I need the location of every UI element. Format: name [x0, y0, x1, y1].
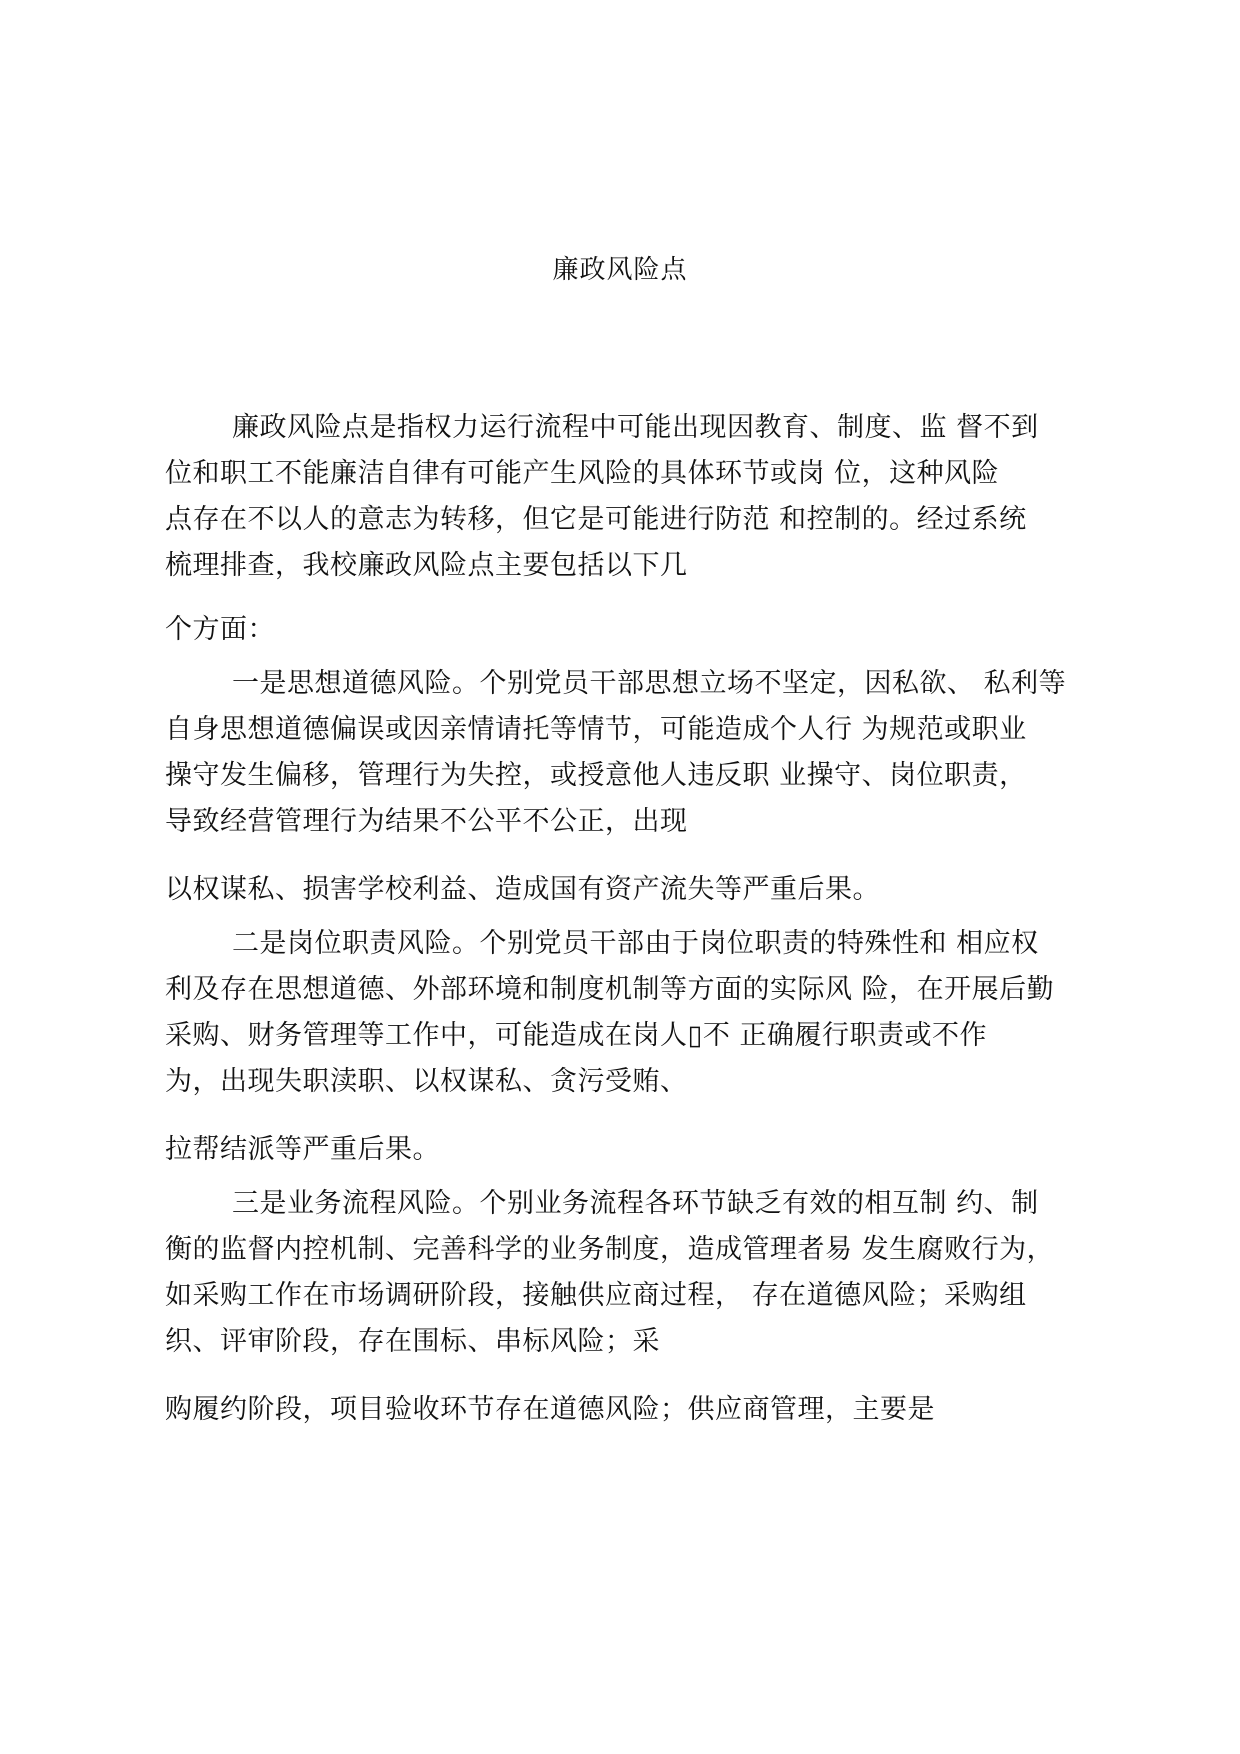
paragraph-8-line-1: 购履约阶段，项目验收环节存在道德风险；供应商管理，主要是	[165, 1394, 935, 1425]
paragraph-3-line-3: 操守发生偏移，管理行为失控，或授意他人违反职 业操守、岗位职责，	[165, 760, 1027, 791]
paragraph-5-line-1: 二是岗位职责风险。个别党员干部由于岗位职责的特殊性和 相应权	[232, 928, 1039, 959]
paragraph-1-line-1: 廉政风险点是指权力运行流程中可能出现因教育、制度、监 督不到	[232, 412, 1039, 443]
paragraph-1-line-4: 梳理排查，我校廉政风险点主要包括以下几	[165, 550, 688, 581]
document-title: 廉政风险点	[552, 255, 688, 285]
paragraph-7-line-3: 如采购工作在市场调研阶段，接触供应商过程， 存在道德风险；采购组	[165, 1280, 1027, 1311]
paragraph-6-line-1: 拉帮结派等严重后果。	[165, 1134, 440, 1165]
paragraph-3-line-1: 一是思想道德风险。个别党员干部思想立场不坚定，因私欲、 私利等	[232, 668, 1067, 699]
paragraph-1-line-3: 点存在不以人的意志为转移，但它是可能进行防范 和控制的。经过系统	[165, 504, 1027, 535]
paragraph-4-line-1: 以权谋私、损害学校利益、造成国有资产流失等严重后果。	[165, 874, 880, 905]
paragraph-1-line-2: 位和职工不能廉洁自律有可能产生风险的具体环节或岗 位，这种风险	[165, 458, 1000, 489]
paragraph-7-line-2: 衡的监督内控机制、完善科学的业务制度，造成管理者易 发生腐败行为，	[165, 1234, 1055, 1265]
paragraph-5-line-4: 为，出现失职渎职、以权谋私、贪污受贿、	[165, 1066, 688, 1097]
paragraph-7-line-1: 三是业务流程风险。个别业务流程各环节缺乏有效的相互制 约、制	[232, 1188, 1039, 1219]
paragraph-3-line-2: 自身思想道德偏误或因亲情请托等情节，可能造成个人行 为规范或职业	[165, 714, 1027, 745]
paragraph-3-line-4: 导致经营管理行为结果不公平不公正，出现	[165, 806, 688, 837]
paragraph-2-line-1: 个方面：	[165, 614, 275, 645]
paragraph-5-line-3: 采购、财务管理等工作中，可能造成在岗人▯不 正确履行职责或不作	[165, 1020, 987, 1051]
paragraph-7-line-4: 织、评审阶段，存在围标、串标风险；采	[165, 1326, 660, 1357]
paragraph-5-line-2: 利及存在思想道德、外部环境和制度机制等方面的实际风 险，在开展后勤	[165, 974, 1055, 1005]
